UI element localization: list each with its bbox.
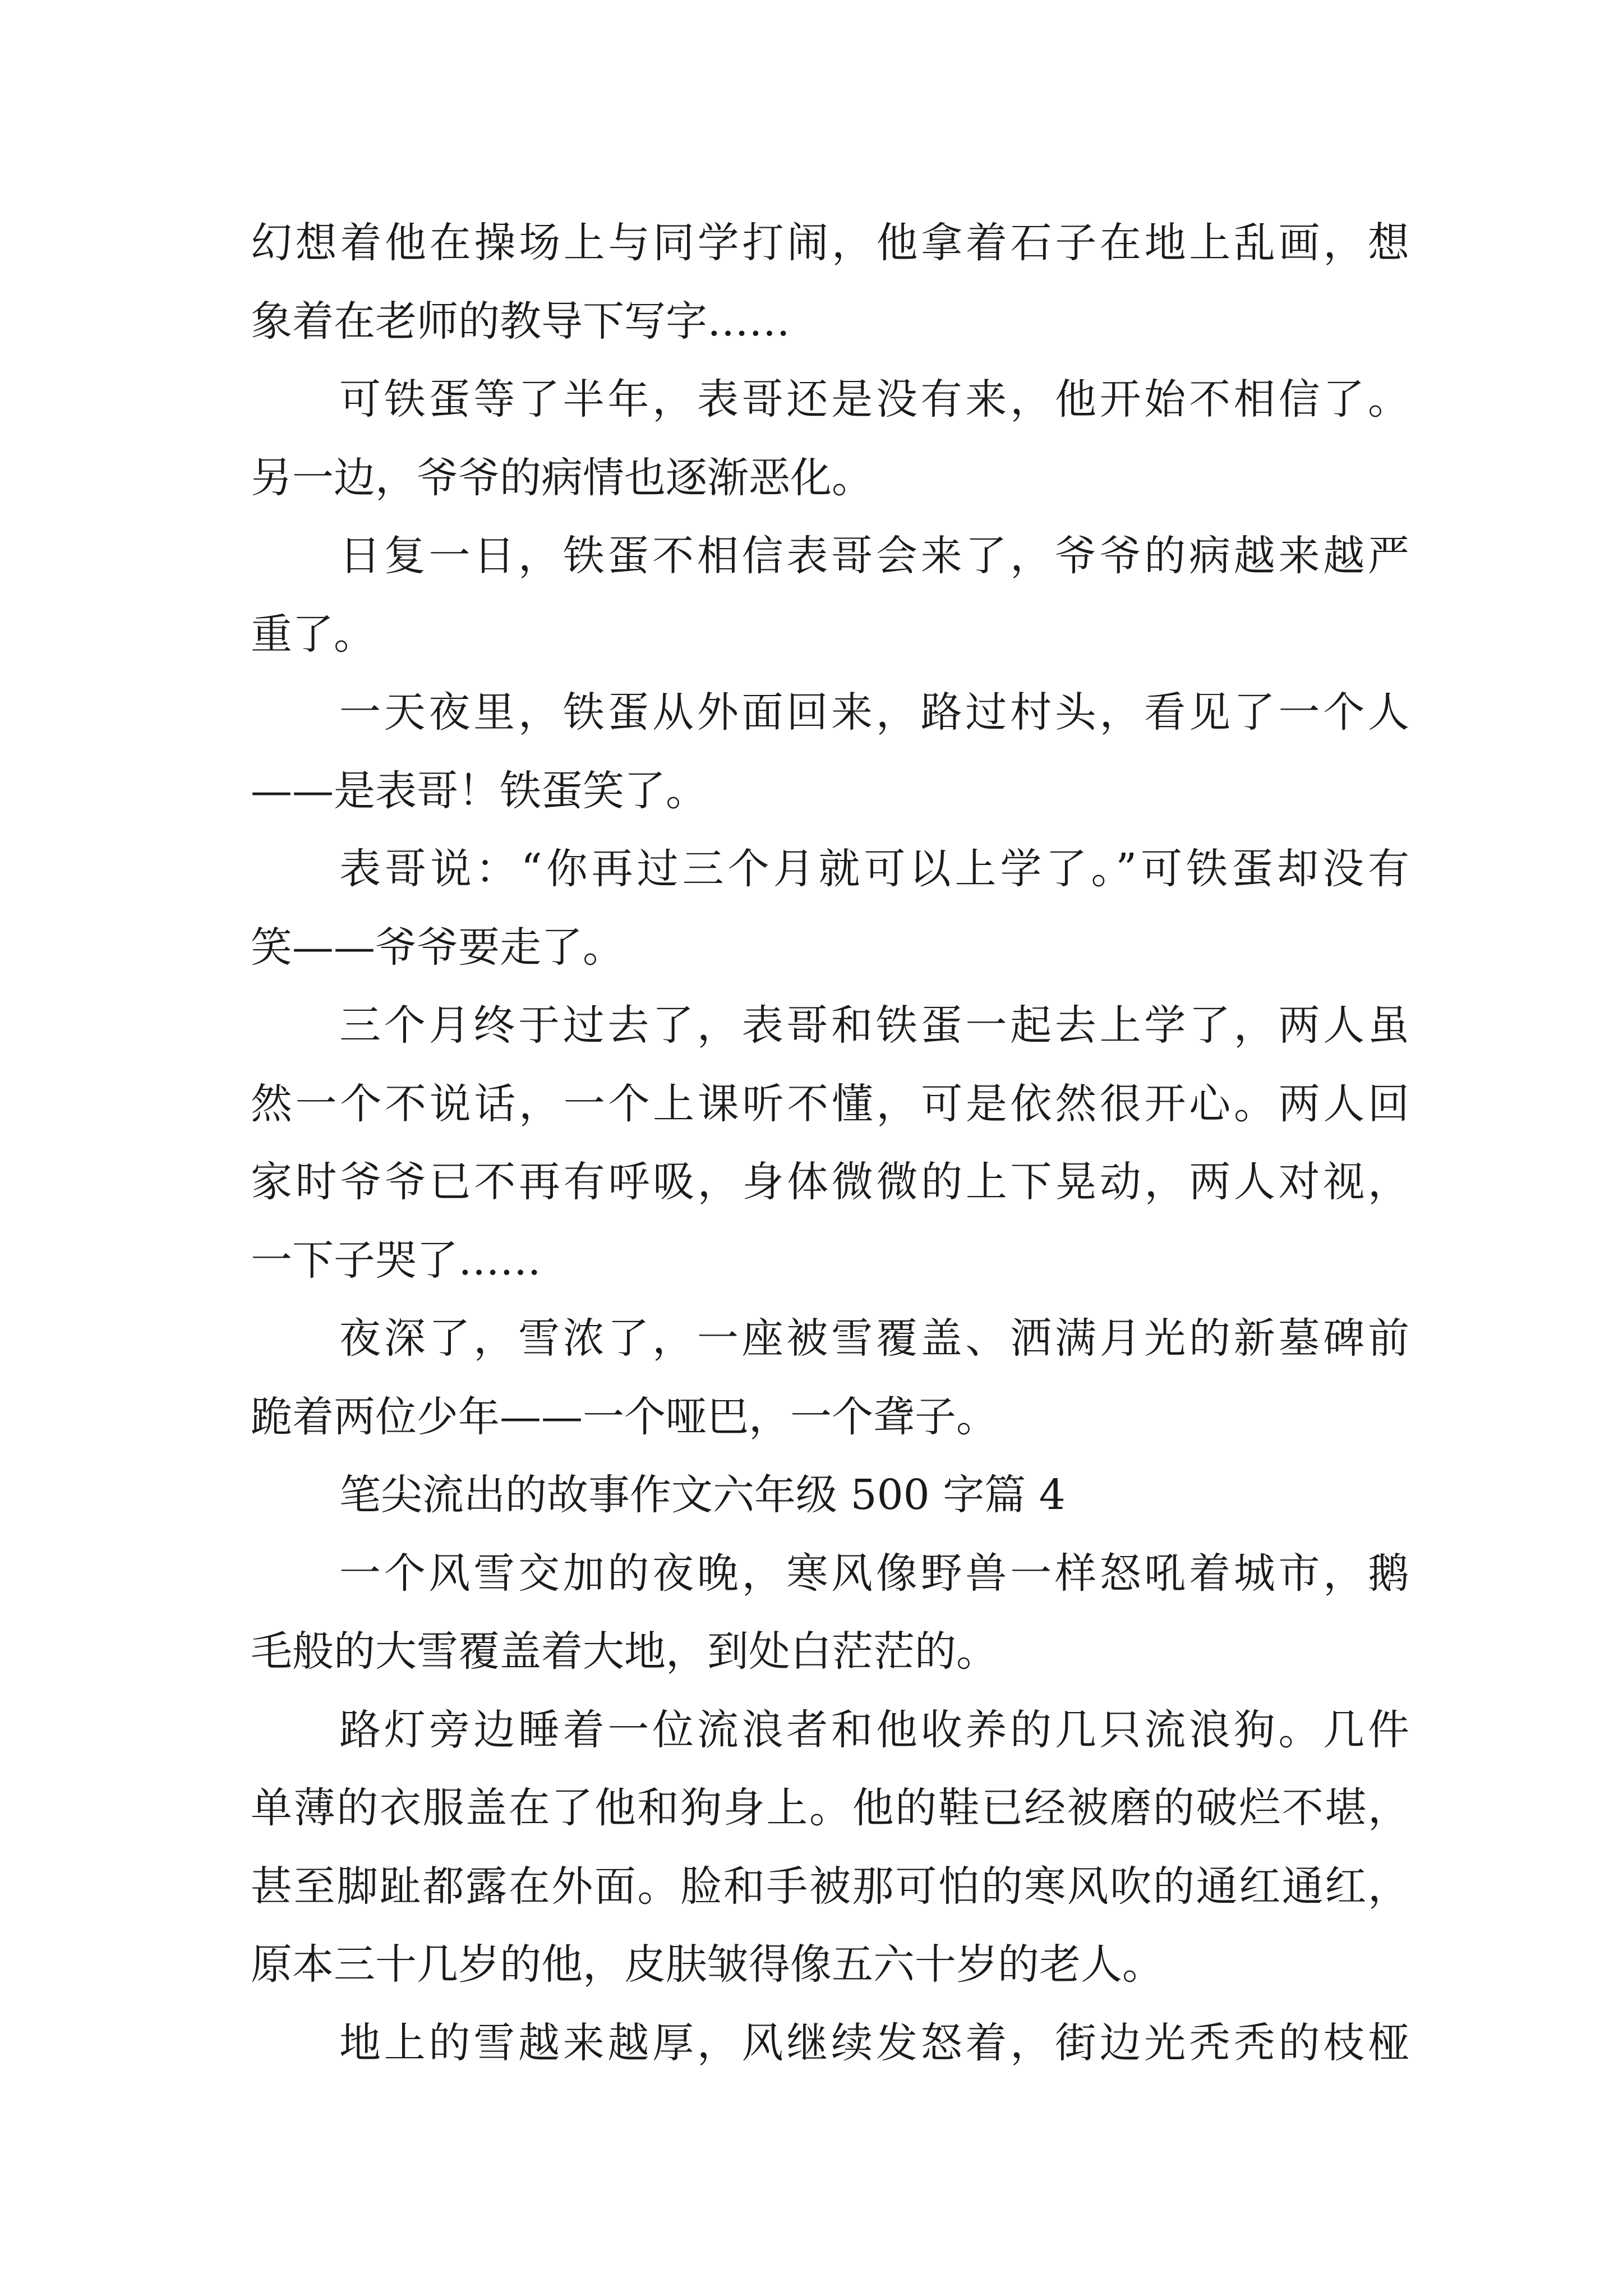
text-line: 另一边，爷爷的病情也逐渐恶化。 [251,453,873,502]
text-line: ——是表哥！铁蛋笑了。 [251,766,707,815]
text-line: 表哥说：“你再过三个月就可以上学了。”可铁蛋却没有 [339,845,1409,893]
paragraph [251,2004,1409,2083]
text-line: 象着在老师的教导下写字…… [251,297,790,346]
text-line: 地上的雪越来越厚，风继续发怒着，街边光秃秃的枝桠 [339,2018,1409,2067]
paragraph [251,1300,1409,1456]
text-line: 夜深了，雪浓了，一座被雪覆盖、洒满月光的新墓碑前 [339,1314,1409,1363]
text-line: 甚至脚趾都露在外面。脸和手被那可怕的寒风吹的通红通红， [251,1862,1409,1911]
section-heading-text: 笔尖流出的故事作文六年级 500 字篇 4 [339,1471,1066,1519]
text-line: 日复一日，铁蛋不相信表哥会来了，爷爷的病越来越严 [339,532,1409,580]
paragraph [251,674,1409,830]
body-text [251,204,1409,2082]
text-line: 然一个不说话，一个上课听不懂，可是依然很开心。两人回 [251,1079,1409,1128]
paragraph [251,204,1409,361]
text-line: 单薄的衣服盖在了他和狗身上。他的鞋已经被磨的破烂不堪， [251,1784,1409,1832]
paragraph [251,1535,1409,1691]
text-line: 路灯旁边睡着一位流浪者和他收养的几只流浪狗。几件 [339,1705,1409,1754]
text-line: 一个风雪交加的夜晚，寒风像野兽一样怒吼着城市，鹅 [339,1549,1409,1598]
text-line: 跪着两位少年——一个哑巴，一个聋子。 [251,1392,998,1441]
text-line: 可铁蛋等了半年，表哥还是没有来，他开始不相信了。 [339,375,1409,424]
text-line: 笑——爷爷要走了。 [251,923,624,972]
text-line: 一天夜里，铁蛋从外面回来，路过村头，看见了一个人 [339,688,1409,737]
paragraph [251,987,1409,1300]
section-heading [251,1456,1409,1535]
paragraph [251,830,1409,987]
text-line: 三个月终于过去了，表哥和铁蛋一起去上学了，两人虽 [339,1001,1409,1050]
text-line: 重了。 [251,610,375,659]
text-line: 原本三十几岁的他，皮肤皱得像五六十岁的老人。 [251,1940,1164,1989]
text-line: 一下子哭了…… [251,1236,541,1285]
text-line: 毛般的大雪覆盖着大地，到处白茫茫的。 [251,1627,998,1676]
text-line: 家时爷爷已不再有呼吸，身体微微的上下晃动，两人对视， [251,1158,1409,1206]
paragraph [251,1691,1409,2004]
paragraph [251,517,1409,674]
paragraph [251,361,1409,517]
text-line: 幻想着他在操场上与同学打闹，他拿着石子在地上乱画，想 [251,219,1409,267]
